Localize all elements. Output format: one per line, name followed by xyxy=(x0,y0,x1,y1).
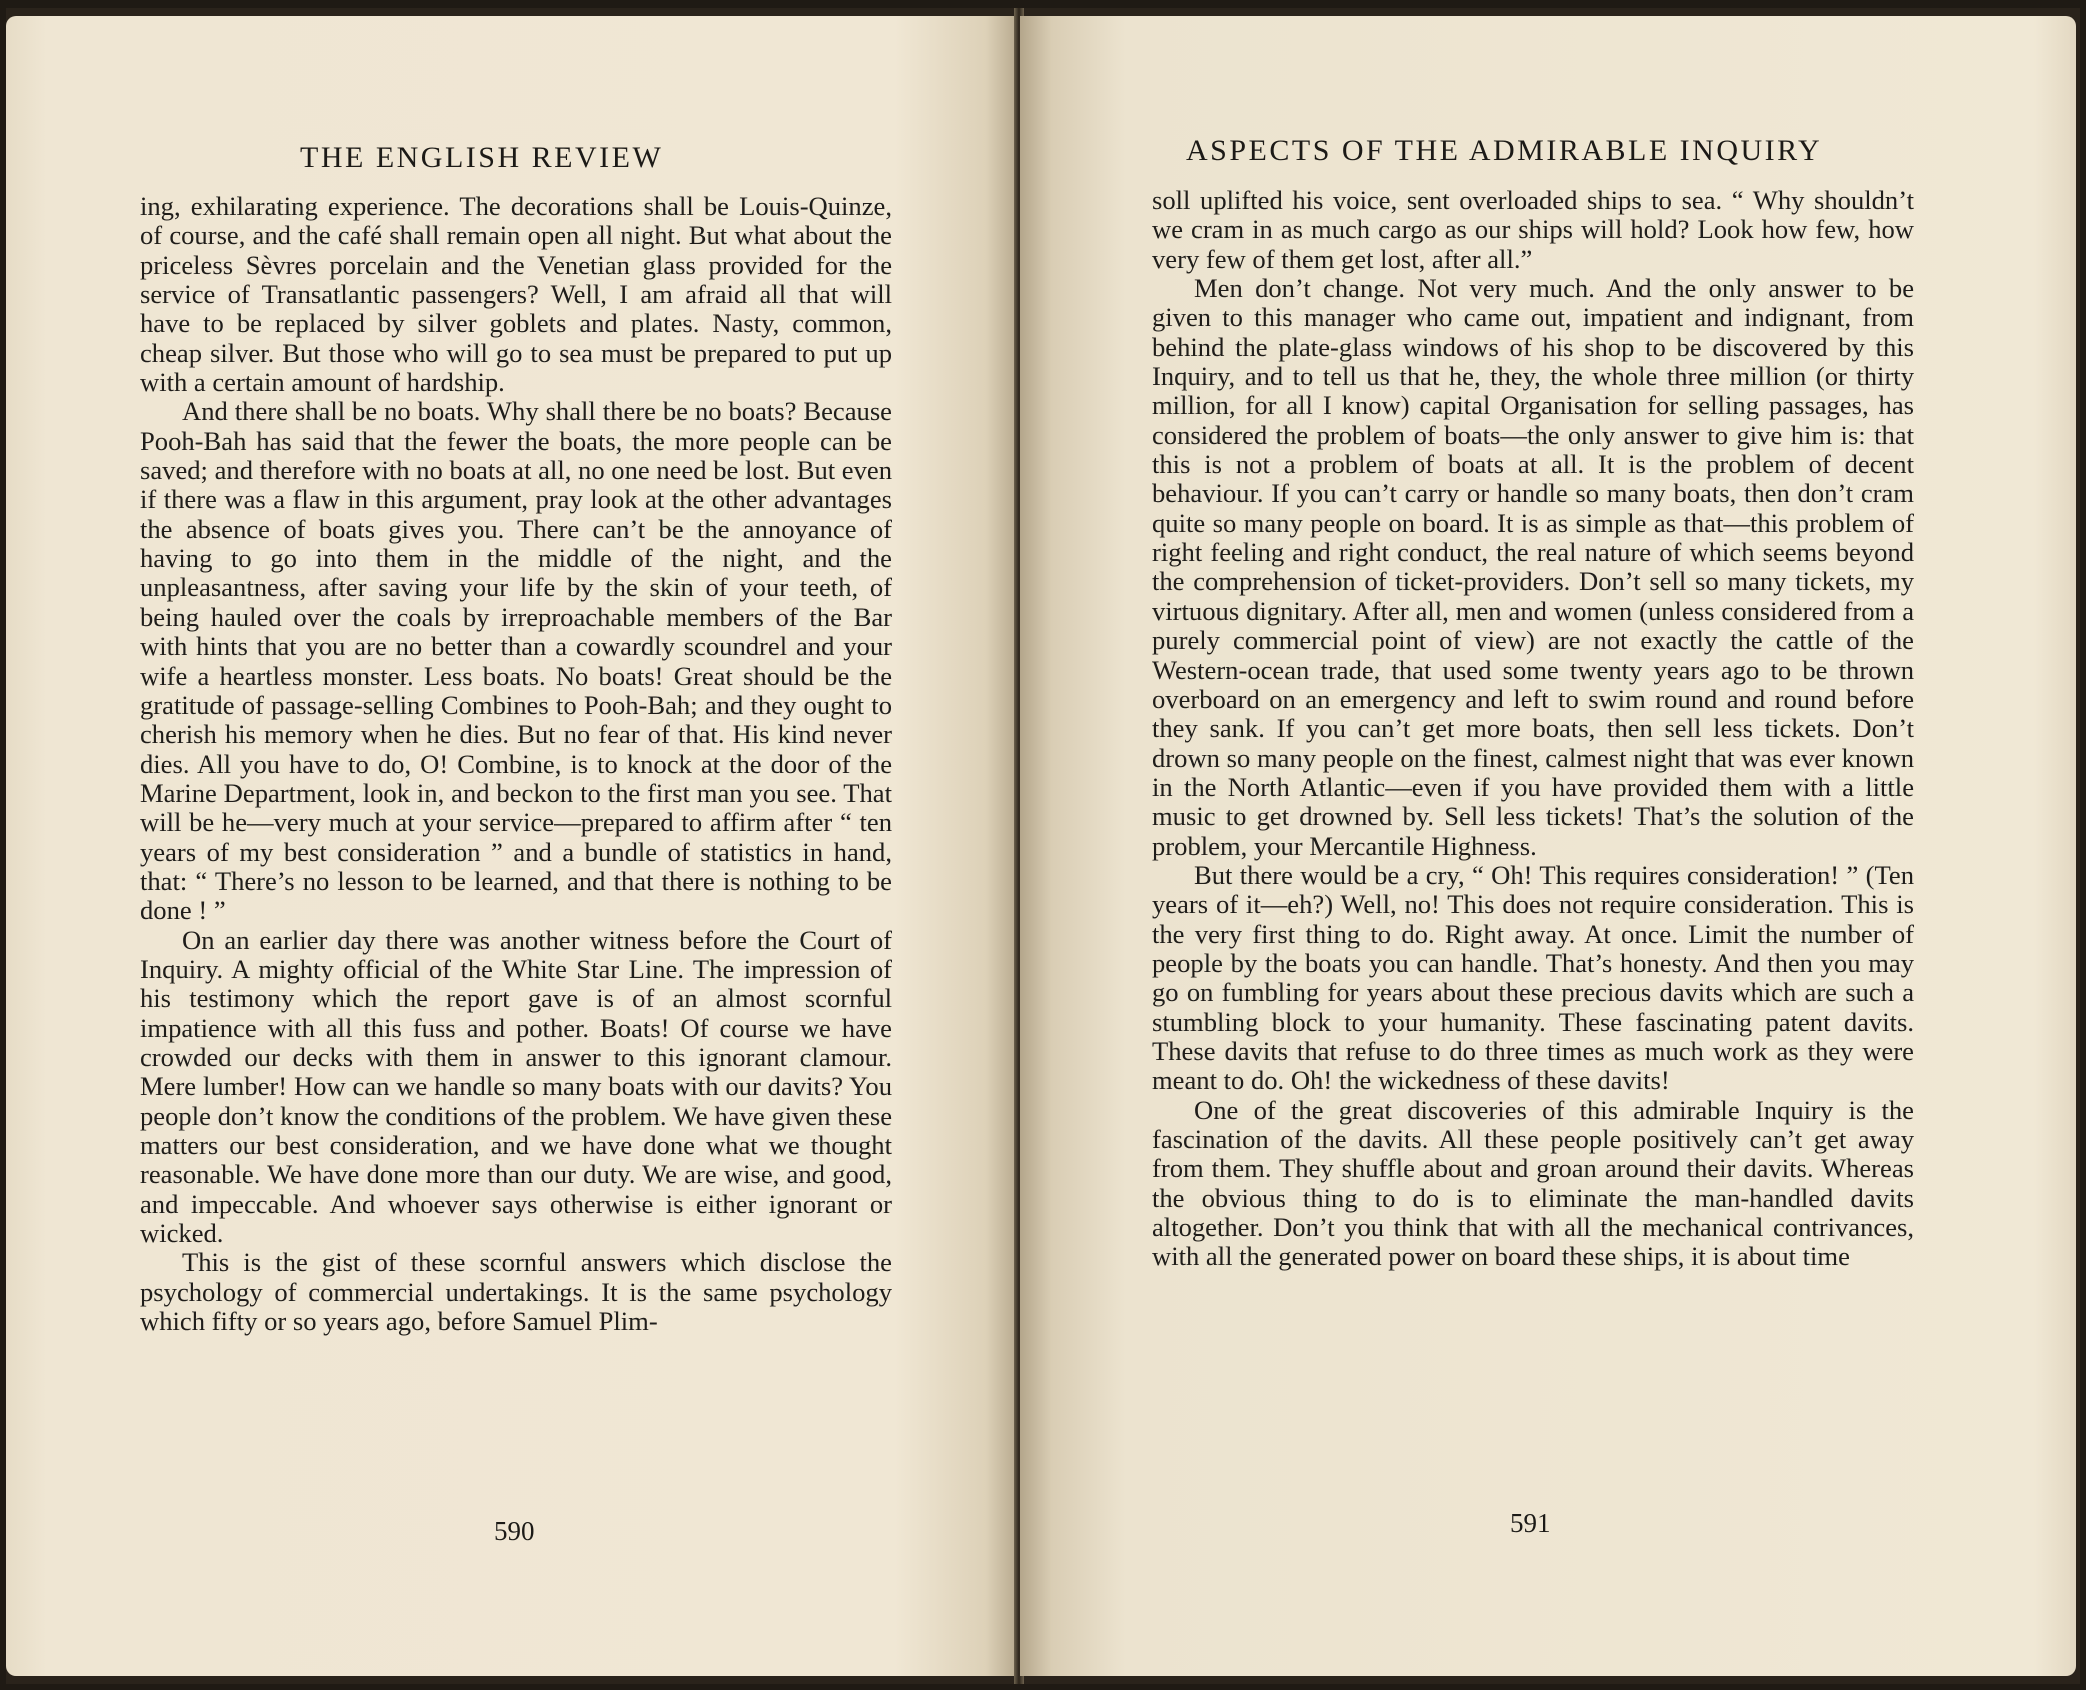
page-body xyxy=(1152,186,1914,1272)
left-page xyxy=(6,16,1016,1676)
paragraph: Men don’t change. Not very much. And the only answer to be given to this manager who came out, impatient and indignant, from behind the plate-glass windows of his shop to be discovered by this Inquiry, and to tell us that he, they, the whole three million (or thirty million, for all I know) capital Organisation for selling passages, has considered the problem of boats—the only answer to give him is: that this is not a problem of boats at all. It is the problem of decent behaviour. If you can’t carry or handle so many boats, then don’t cram quite so many people on board. It is as simple as that—this problem of right feeling and right conduct, the real nature of which seems beyond the comprehension of ticket-providers. Don’t sell so many tickets, my virtuous dignitary. After all, men and women (unless considered from a purely commercial point of view) are not exactly the cattle of the Western-ocean trade, that used some twenty years ago to be thrown overboard on an emergency and left to swim round and round before they sank. If you can’t get more boats, then sell less tickets. Don’t drown so many people on the finest, calmest night that was ever known in the North Atlantic—even if you have provided them with a little music to get drowned by. Sell less tickets! That’s the solution of the problem, your Mercantile Highness. xyxy=(1152,273,1914,861)
paragraph: And there shall be no boats. Why shall there be no boats? Because Pooh-Bah has said that the fewer the boats, the more people can be saved; and therefore with no boats at all, no one need be lost. But even if there was a flaw in this argument, pray look at the other advantages the absence of boats gives you. There can’t be the annoyance of having to go into them in the middle of the night, and the unpleasantness, after saving your life by the skin of your teeth, of being hauled over the coals by irreproachable members of the Bar with hints that you are no better than a cowardly scoundrel and your wife a heartless monster. Less boats. No boats! Great should be the gratitude of passage-selling Combines to Pooh-Bah; and they ought to cherish his memory when he dies. But no fear of that. His kind never dies. All you have to do, O! Combine, is to knock at the door of the Marine Department, look in, and beckon to the first man you see. That will be he—very much at your service—prepared to affirm after “ ten years of my best consideration ” and a bundle of statistics in hand, that: “ There’s no lesson to be learned, and that there is nothing to be done ! ” xyxy=(140,396,892,926)
paragraph: But there would be a cry, “ Oh! This requires consideration! ” (Ten years of it—eh?) Well, no! This does not require consideration. This is the very first thing to do. Right away. At once. Limit the number of people by the boats you can handle. That’s honesty. And then you may go on fumbling for years about these precious davits which are such a stumbling block to your humanity. These fascinating patent davits. These davits that refuse to do three times as much work as they were meant to do. Oh! the wickedness of these davits! xyxy=(1152,859,1914,1096)
paragraph: This is the gist of these scornful answers which disclose the psychology of commercial undertakings. It is the same psychology which fifty or so years ago, before Samuel Plim- xyxy=(140,1247,892,1337)
book-spread xyxy=(6,8,2080,1684)
page-number: 590 xyxy=(494,1516,535,1546)
running-head: THE ENGLISH REVIEW xyxy=(300,141,664,174)
right-page xyxy=(1020,16,2076,1676)
paragraph: ing, exhilarating experience. The decorations shall be Louis-Quinze, of course, and the café shall remain open all night. But what about the priceless Sèvres porcelain and the Venetian glass provided for the service of Transatlantic passengers? Well, I am afraid all that will have to be replaced by silver goblets and plates. Nasty, common, cheap silver. But those who will go to sea must be prepared to put up with a certain amount of hardship. xyxy=(140,191,892,398)
paragraph: One of the great discoveries of this admirable Inquiry is the fascination of the davits. All these people positively can’t get away from them. They shuffle about and groan around their davits. Whereas the obvious thing to do is to eliminate the man-handled davits altogether. Don’t you think that with all the mechanical contrivances, with all the generated power on board these ships, it is about time xyxy=(1152,1094,1914,1272)
page-number: 591 xyxy=(1510,1508,1551,1538)
paragraph: On an earlier day there was another witness before the Court of Inquiry. A mighty official of the White Star Line. The impression of his testimony which the report gave is of an almost scornful impatience with all this fuss and pother. Boats! Of course we have crowded our decks with them in answer to this ignorant clamour. Mere lumber! How can we handle so many boats with our davits? You people don’t know the conditions of the problem. We have given these matters our best consideration, and we have done what we thought reasonable. We have done more than our duty. We are wise, and good, and impeccable. And whoever says otherwise is either ignorant or wicked. xyxy=(140,924,892,1249)
running-head: ASPECTS OF THE ADMIRABLE INQUIRY xyxy=(1186,134,1823,167)
page-body xyxy=(140,192,892,1336)
paragraph: soll uplifted his voice, sent overloaded ships to sea. “ Why shouldn’t we cram in as much cargo as our ships will hold? Look how few, how very few of them get lost, after all.” xyxy=(1152,185,1914,274)
